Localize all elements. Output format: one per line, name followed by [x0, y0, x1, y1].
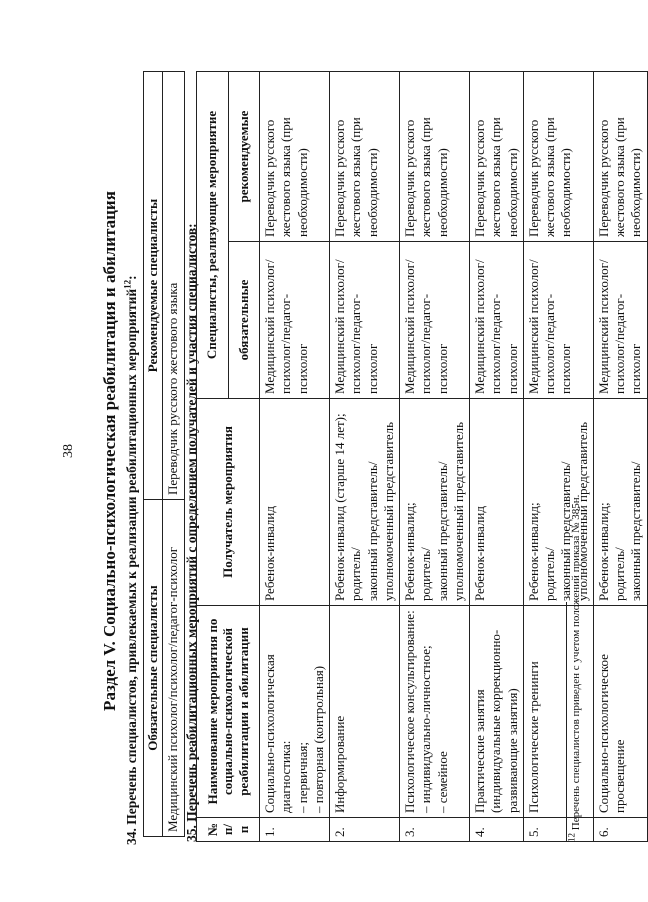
recommended-specialists-header: Рекомендуемые специалисты: [144, 72, 163, 500]
recipient-cell: [470, 399, 524, 606]
recipient-line: законный представитель/: [434, 461, 450, 601]
footnote-text: Перечень специалистов приведен с учетом положений приказа № 385н.: [570, 494, 582, 833]
recipient-line: родитель/: [418, 547, 434, 601]
list-item: – семейное: [434, 751, 450, 813]
header-measure-name: Наименование мероприятия по социально-психологической реабилитации и абилитации: [197, 606, 260, 818]
list-item: – повторная (контрольная): [310, 665, 326, 813]
row-number: 4.: [470, 818, 524, 842]
header-required: обязательные: [228, 242, 260, 399]
measure-name: Психологическое консультирование:: [402, 610, 417, 813]
recipient-line: родитель/: [612, 547, 627, 601]
header-specialists: Специалисты, реализующие мероприятие: [197, 71, 229, 398]
measures-table-body: [260, 71, 648, 841]
table-row: [470, 71, 524, 841]
recipient-cell: [400, 399, 470, 606]
recipient-line: Ребенок-инвалид;: [402, 502, 417, 601]
section-35-heading: 35. Перечень реабилитационных мероприятий с определением получателей и участия специалистов:: [184, 223, 199, 842]
measure-name: Социально-психологическая диагностика:: [262, 654, 294, 813]
table-row: [330, 71, 400, 841]
measure-name: Практические занятия (индивидуальные коррекционно-развивающие занятия): [472, 629, 520, 813]
required-specialist-cell: Медицинский психолог/ психолог/педагог-психолог: [470, 242, 524, 399]
recipient-cell: [593, 399, 647, 606]
recommended-specialists-cell: Переводчик русского жестового языка: [163, 72, 184, 500]
required-specialists-cell: Медицинский психолог/психолог/педагог-психолог: [163, 500, 184, 837]
measure-name-cell: [260, 606, 330, 818]
specialists-table-row: [163, 72, 184, 837]
header-recipient: Получатель мероприятия: [197, 399, 260, 606]
measure-name-cell: [593, 606, 647, 818]
recommended-specialist-cell: Переводчик русского жестового языка (при необходимости): [593, 71, 647, 241]
row-number: 5.: [523, 818, 593, 842]
footnote-mark: 12: [566, 833, 577, 842]
recommended-specialist-cell: Переводчик русского жестового языка (при необходимости): [260, 71, 330, 241]
footnote-separator: [566, 602, 567, 842]
measure-subitems: [295, 610, 328, 813]
measure-subitems: [418, 610, 451, 813]
section-34-heading-text: 34. Перечень специалистов, привлекаемых к реализации реабилитационных мероприятий: [124, 288, 139, 845]
recipient-line: Ребенок-инвалид: [472, 506, 487, 601]
header-recommended: рекомендуемые: [228, 71, 260, 241]
page-number: 38: [61, 444, 76, 458]
section-34-heading: [124, 275, 141, 845]
footnote: [566, 494, 584, 842]
required-specialist-cell: Медицинский психолог/ психолог/педагог-психолог: [400, 242, 470, 399]
recommended-specialist-cell: Переводчик русского жестового языка (при необходимости): [523, 71, 593, 241]
list-item: – индивидуально-личностное;: [418, 645, 434, 813]
measures-table-header-row: [197, 71, 229, 841]
section-34-heading-tail: :: [124, 275, 139, 280]
required-specialist-cell: Медицинский психолог/ психолог/педагог-психолог: [523, 242, 593, 399]
recipient-line: уполномоченный представитель: [450, 421, 466, 601]
recipient-line: законный представитель/: [364, 461, 380, 601]
row-number: 3.: [400, 818, 470, 842]
recipient-line: Ребенок-инвалид: [262, 506, 277, 601]
recipient-cell: [260, 399, 330, 606]
table-row: [260, 71, 330, 841]
required-specialist-cell: Медицинский психолог/ психолог/педагог-психолог: [593, 242, 647, 399]
recommended-specialist-cell: Переводчик русского жестового языка (при необходимости): [330, 71, 400, 241]
recipient-line: уполномоченный представитель: [380, 421, 396, 601]
measure-name-cell: [400, 606, 470, 818]
table-row: [400, 71, 470, 841]
required-specialist-cell: Медицинский психолог/ психолог/педагог-психолог: [330, 242, 400, 399]
recipient-line: родитель/: [542, 547, 557, 601]
required-specialist-cell: Медицинский психолог/ психолог/педагог-психолог: [260, 242, 330, 399]
measure-name-cell: [470, 606, 524, 818]
measure-name: Социально-психологическое просвещение: [595, 654, 627, 813]
row-number: 2.: [330, 818, 400, 842]
measure-name: Психологические тренинги: [525, 661, 541, 813]
list-item: – первичная;: [294, 742, 310, 813]
specialists-table-header: [144, 72, 163, 837]
header-number: № п/п: [197, 818, 260, 842]
footnote-reference: 12: [122, 279, 133, 289]
recipient-line: законный представитель/: [558, 461, 574, 601]
measure-name: Информирование: [332, 715, 347, 813]
recipient-cell: [330, 399, 400, 606]
recommended-specialist-cell: Переводчик русского жестового языка (при необходимости): [400, 71, 470, 241]
recipient-line: Ребенок-инвалид (старше 14 лет);: [332, 413, 347, 601]
recipient-line: законный представитель/: [628, 461, 644, 601]
recipient-line: уполномоченный представитель: [574, 421, 590, 601]
recommended-specialist-cell: Переводчик русского жестового языка (при необходимости): [470, 71, 524, 241]
recipient-line: Ребенок-инвалид;: [595, 502, 611, 601]
section-title: Раздел V. Социально-психологическая реабилитация и абилитация: [100, 191, 119, 711]
specialists-table: [143, 71, 185, 837]
required-specialists-header: Обязательные специалисты: [144, 500, 163, 837]
table-row: [593, 71, 647, 841]
measure-name-cell: [330, 606, 400, 818]
row-number: 1.: [260, 818, 330, 842]
row-number: 6.: [593, 818, 647, 842]
recipient-line: родитель/: [348, 547, 364, 601]
recipient-line: Ребенок-инвалид;: [525, 502, 541, 601]
